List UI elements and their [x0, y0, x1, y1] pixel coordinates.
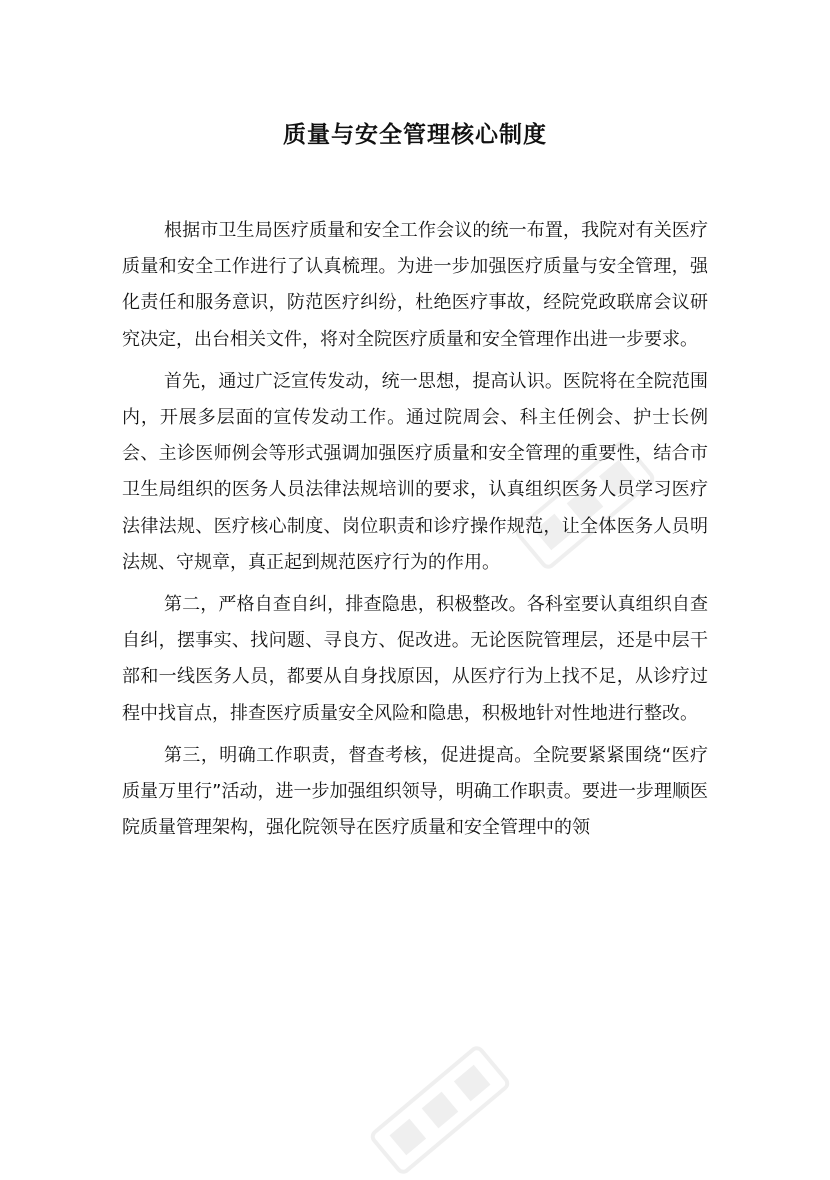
document-body	[122, 213, 708, 852]
paragraph-second: 第二，严格自查自纠，排查隐患，积极整改。各科室要认真组织自查自纠，摆事实、找问题、寻良方、促改进。无论医院管理层，还是中层干部和一线医务人员，都要从自身找原因，从医疗行为上找不足，从诊疗过程中找盲点，排查医疗质量安全风险和隐患，积极地针对性地进行整改。	[122, 594, 708, 724]
paragraph-first: 首先，通过广泛宣传发动，统一思想，提高认识。医院将在全院范围内，开展多层面的宣传发动工作。通过院周会、科主任例会、护士长例会、主诊医师例会等形式强调加强医疗质量和安全管理的重要性，结合市卫生局组织的医务人员法律法规培训的要求，认真组织医务人员学习医疗法律法规、医疗核心制度、岗位职责和诊疗操作规范，让全体医务人员明法规、守规章，真正起到规范医疗行为的作用。	[122, 370, 708, 573]
paragraph-third: 第三，明确工作职责，督查考核，促进提高。全院要紧紧围绕“医疗质量万里行”活动，进一步加强组织领导，明确工作职责。要进一步理顺医院质量管理架构，强化院领导在医疗质量和安全管理中的领	[122, 744, 708, 839]
watermark-icon	[360, 1040, 520, 1180]
document-title: 质量与安全管理核心制度	[283, 122, 547, 148]
paragraph-intro: 根据市卫生局医疗质量和安全工作会议的统一布置，我院对有关医疗质量和安全工作进行了认真梳理。为进一步加强医疗质量与安全管理，强化责任和服务意识，防范医疗纠纷，杜绝医疗事故，经院党政联席会议研究决定，出台相关文件，将对全院医疗质量和安全管理作出进一步要求。	[122, 220, 708, 350]
